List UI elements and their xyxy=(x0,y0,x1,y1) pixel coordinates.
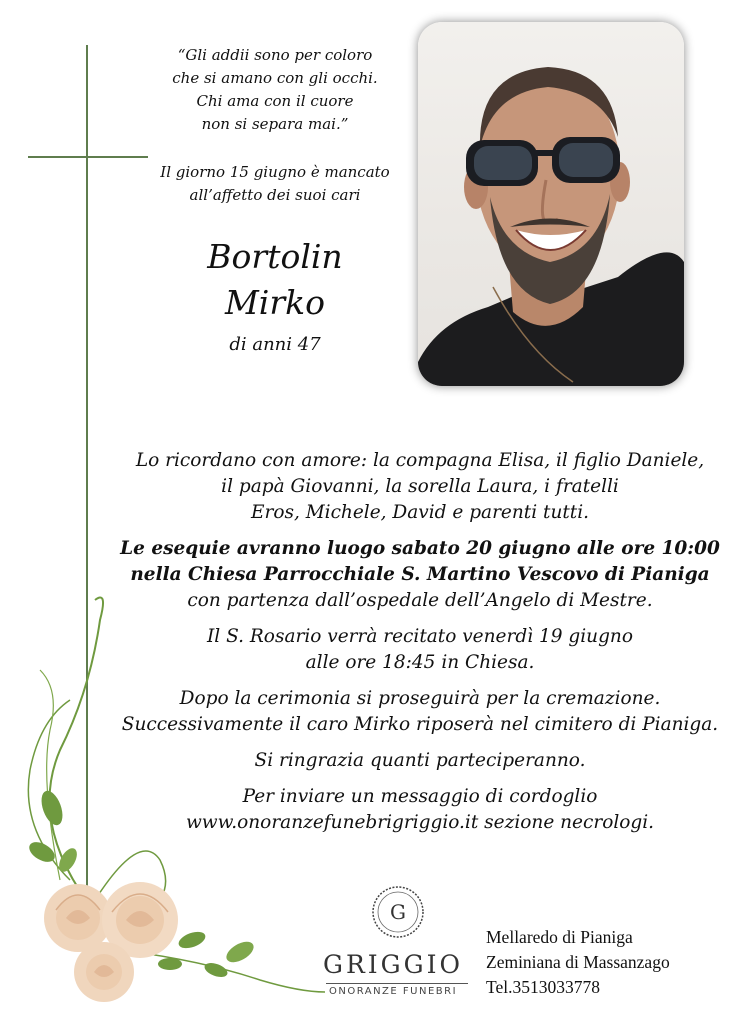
company-address xyxy=(486,925,726,1000)
deceased-first-name: Mirko xyxy=(225,283,325,322)
death-announcement xyxy=(150,161,400,207)
rosary-line: Il S. Rosario verrà recitato venerdì 19 giugno xyxy=(207,626,633,647)
funeral-line: Le esequie avranno luogo sabato 20 giugno alle ore 10:00 xyxy=(120,538,720,559)
rosary-line: alle ore 18:45 in Chiesa. xyxy=(305,652,535,673)
family-line: Eros, Michele, David e parenti tutti. xyxy=(250,502,590,523)
family-line: il papà Giovanni, la sorella Laura, i fratelli xyxy=(221,476,619,497)
quote-line: non si separa mai.” xyxy=(201,115,349,133)
griggio-logo-icon xyxy=(370,884,426,940)
family-line: Lo ricordano con amore: la compagna Elisa, il figlio Daniele, xyxy=(135,450,705,471)
quote-line: “Gli addii sono per coloro xyxy=(177,46,373,64)
portrait-photo xyxy=(418,22,684,386)
phone-line: Tel.3513033778 xyxy=(486,977,600,997)
announcement-line: Il giorno 15 giugno è mancato xyxy=(160,163,390,181)
cremation-line: Successivamente il caro Mirko riposerà nel cimitero di Pianiga. xyxy=(121,714,719,735)
logo-letter: G xyxy=(390,900,406,924)
funeral-departure-line: con partenza dall’ospedale dell’Angelo di Mestre. xyxy=(187,590,653,611)
company-name: GRIGGIO xyxy=(323,950,463,979)
condolences-website-line[interactable]: www.onoranzefunebrigriggio.it sezione necrologi. xyxy=(185,812,655,833)
cross-horizontal-line xyxy=(28,156,148,158)
roses-decoration-icon xyxy=(0,580,330,1024)
deceased-age: di anni 47 xyxy=(229,334,321,355)
address-line: Zeminiana di Massanzago xyxy=(486,952,670,972)
deceased-surname: Bortolin xyxy=(207,237,343,276)
condolences-line: Per inviare un messaggio di cordoglio xyxy=(242,786,598,807)
thanks-line: Si ringrazia quanti parteciperanno. xyxy=(254,750,586,771)
logo-divider xyxy=(326,983,468,984)
cremation-line: Dopo la cerimonia si proseguirà per la cremazione. xyxy=(179,688,661,709)
portrait-illustration xyxy=(418,22,684,386)
address-line: Mellaredo di Pianiga xyxy=(486,927,633,947)
quote-line: Chi ama con il cuore xyxy=(196,92,354,110)
quote-block xyxy=(150,44,400,136)
funeral-line: nella Chiesa Parrocchiale S. Martino Vescovo di Pianiga xyxy=(130,564,710,585)
deceased-name xyxy=(150,234,400,326)
quote-line: che si amano con gli occhi. xyxy=(172,69,378,87)
announcement-line: all’affetto dei suoi cari xyxy=(189,186,361,204)
company-subtitle: ONORANZE FUNEBRI xyxy=(328,986,458,997)
